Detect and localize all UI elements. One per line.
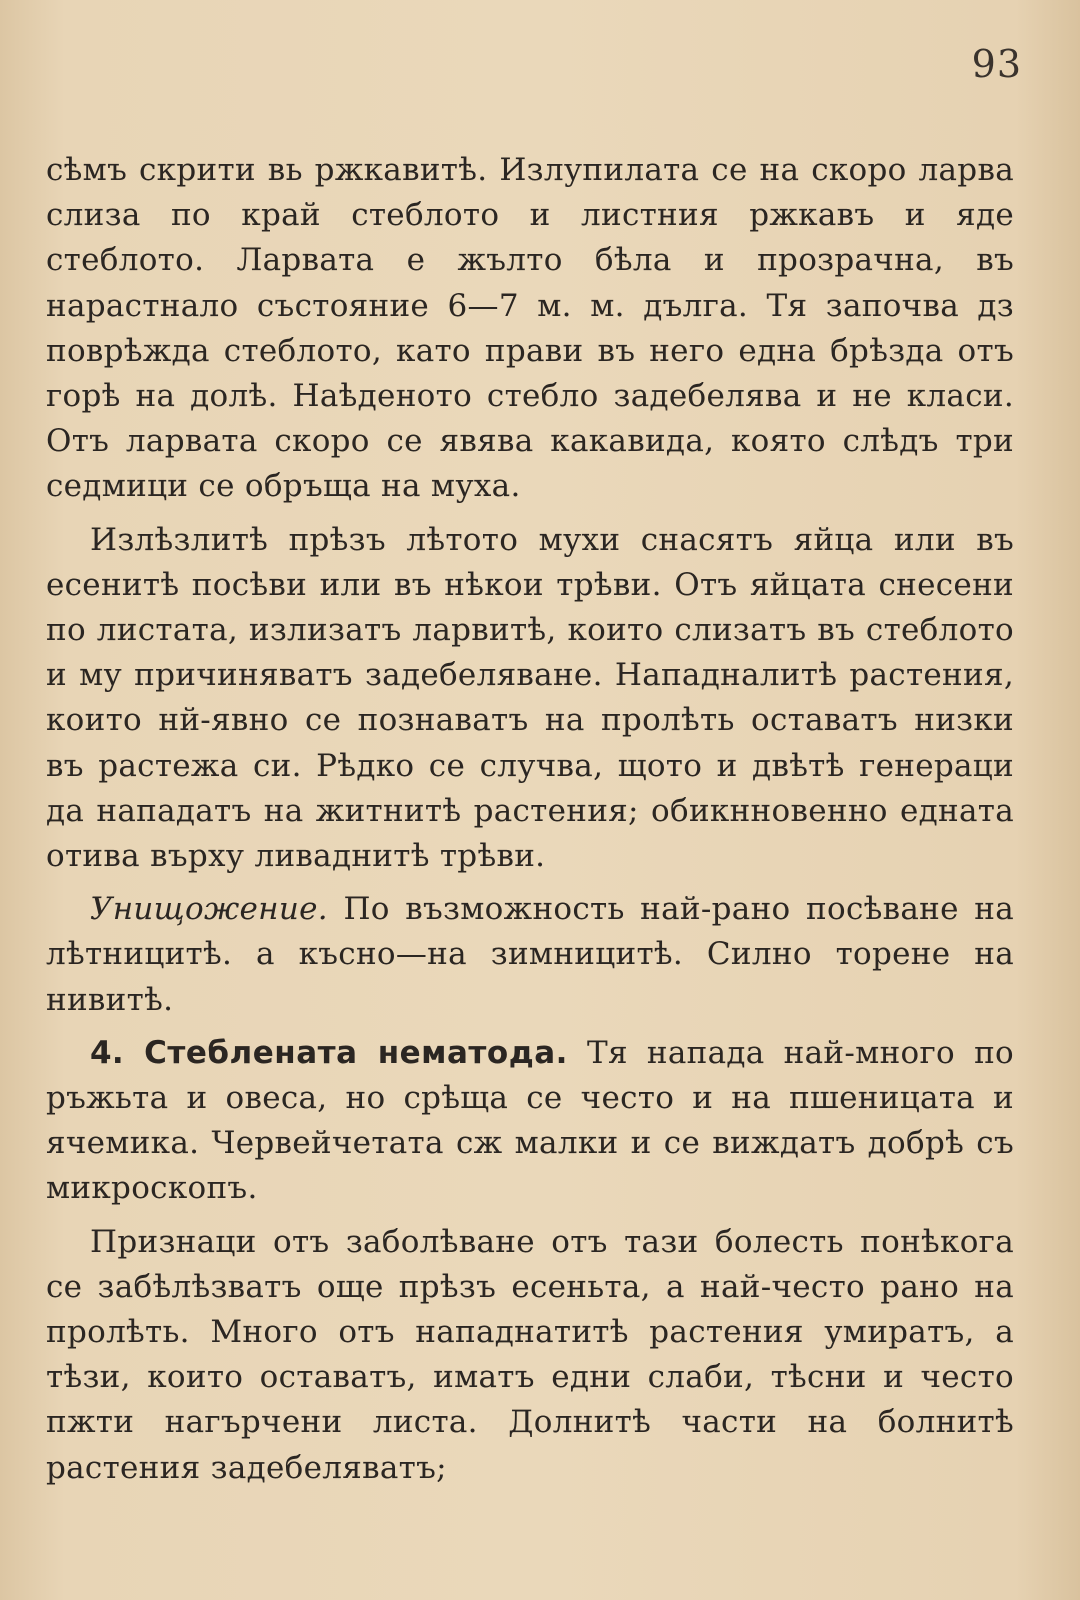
section-number: 4. bbox=[90, 1034, 124, 1071]
control-term: Унищожение. bbox=[90, 891, 328, 928]
nematode-text: Тя напада най-много по ръжьта и овеса, но срѣща се често и на пшеницата и ячемика. Червейчетата сж малки и се виждатъ добрѣ съ микроскопъ. bbox=[46, 1034, 1014, 1207]
control-text: По възможность най-рано посѣване на лѣтницитѣ. а късно—на зимницитѣ. Силно торене на нивитѣ. bbox=[46, 891, 1014, 1018]
paragraph-control bbox=[46, 887, 1014, 1023]
paragraph-larva: сѣмъ скрити вь ржкавитѣ. Излупилата се на скоро ларва слиза по край стеблото и листния ржкавъ и яде стеблото. Ларвата е жълто бѣла и прозрачна, въ нарастнало състояние 6—7 м. м. дълга. Тя започва дз поврѣжда стеблото, като прави въ него една брѣзда отъ горѣ на долѣ. Наѣденото стебло задебелява и не класи. Отъ ларвата скоро се явява какавида, която слѣдъ три седмици се обръща на муха. bbox=[46, 152, 1014, 505]
paragraph-symptoms: Признаци отъ заболѣване отъ тази болесть понѣкога се забѣлѣзватъ още прѣзъ есеньта, а най-често рано на пролѣть. Много отъ нападнатитѣ растения умиратъ, а тѣзи, които оставатъ, иматъ едни слаби, тѣсни и често пжти нагърчени листа. Долнитѣ части на болнитѣ растения задебеляватъ; bbox=[46, 1223, 1014, 1486]
section-heading: Стеблената нематода. bbox=[123, 1034, 568, 1071]
page-number: 93 bbox=[971, 42, 1022, 86]
paragraph-stem-nematode bbox=[46, 1031, 1014, 1212]
page-body bbox=[46, 148, 1014, 1491]
paragraph-summer-flies: Излѣзлитѣ прѣзъ лѣтото мухи снасятъ яйца или въ есенитѣ посѣви или въ нѣкои трѣви. Отъ яйцата снесени по листата, излизатъ ларвитѣ, които слизатъ въ стеблото и му причиняватъ задебеляване. Нападналитѣ растения, които нй-явно се познаватъ на пролѣть оставатъ низки въ растежа си. Рѣдко се случва, щото и двѣтѣ генераци да нападатъ на житнитѣ растения; обикнновенно едната отива върху ливаднитѣ трѣви. bbox=[46, 521, 1014, 875]
